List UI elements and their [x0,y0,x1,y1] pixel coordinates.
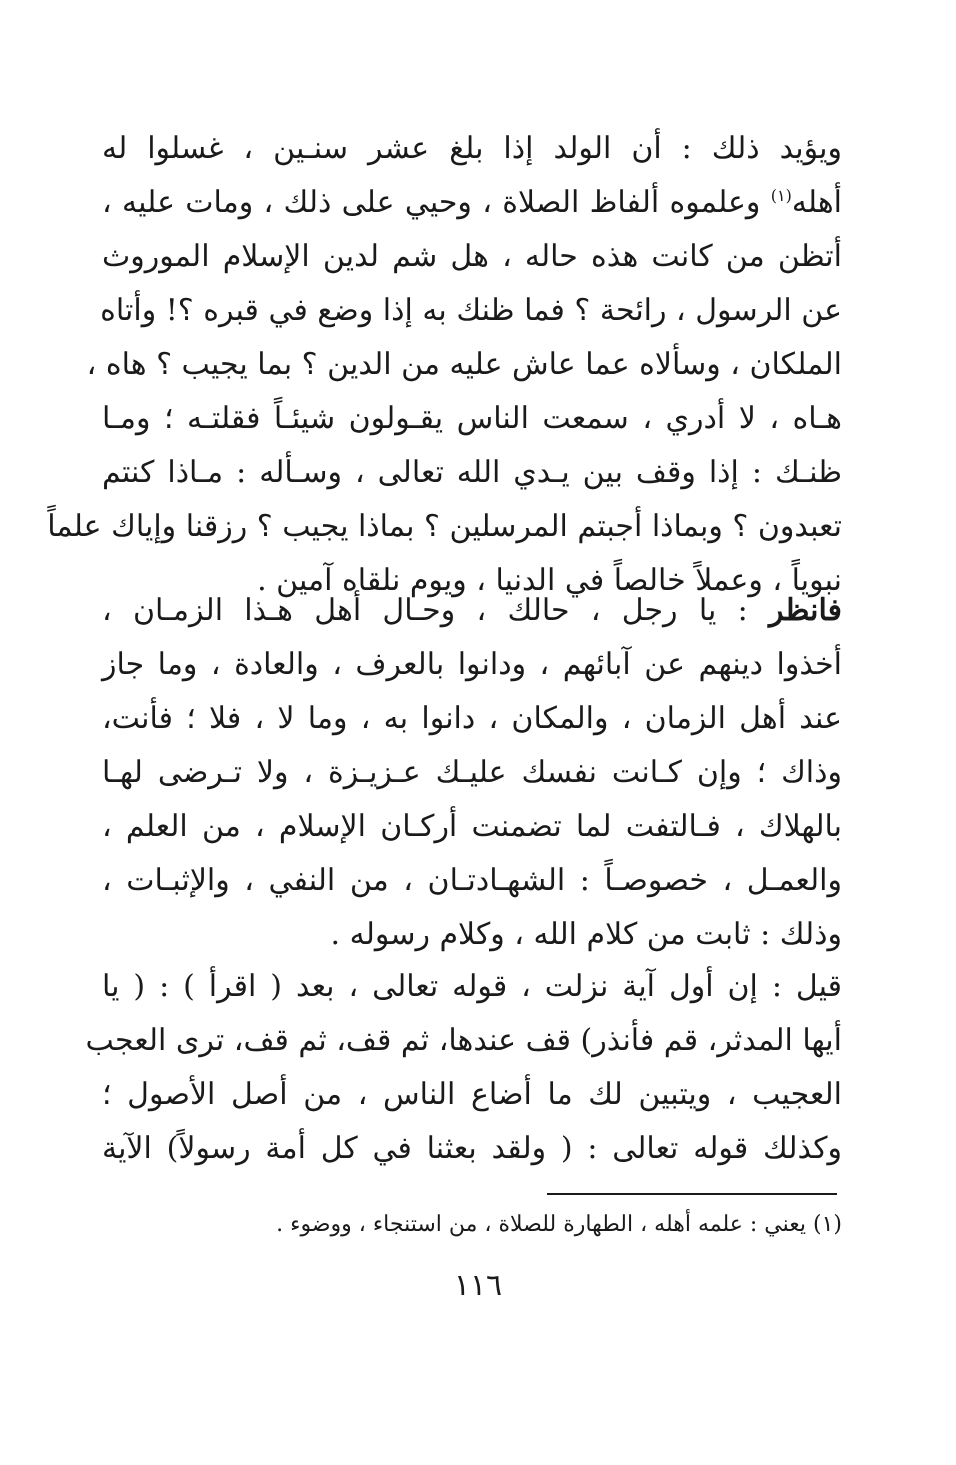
text-line: قيل : إن أول آية نزلت ، قوله تعالى ، بعد ( اقرأ ) : ( يا [102,969,842,1004]
text-line [102,584,842,638]
text-line: ويؤيد ذلك : أن الولد إذا بلغ عشر سنـين ، غسلوا له [102,131,842,166]
text-line: عن الرسول ، رائحة ؟ فما ظنك به إذا وضع في قبره ؟! وأتاه [100,293,842,328]
lead-word: فانظر [769,593,842,628]
paragraph-1 [47,122,842,608]
text-line: هـاه ، لا أدري ، سمعت الناس يقـولون شيئـاً فقلتـه ؛ ومـا [102,401,842,436]
text-line: العجيب ، ويتبين لك ما أضاع الناس ، من أصل الأصول ؛ [102,1077,842,1112]
footnote-divider [547,1193,837,1195]
text-line: بالهلاك ، فـالتفت لما تضمنت أركـان الإسلام ، من العلم ، [102,809,842,844]
text-fragment: وعلموه ألفاظ الصلاة ، وحيي على ذلك ، ومات عليه ، [102,185,771,220]
page-number: ١١٦ [453,1268,503,1303]
text-line [102,176,842,230]
text-line: عند أهل الزمان ، والمكان ، دانوا به ، وما لا ، فلا ؛ فأنت، [102,701,842,736]
paragraph-2 [102,584,842,962]
text-line: الملكان ، وسألاه عما عاش عليه من الدين ؟ بما يجيب ؟ هاه ، [86,347,842,382]
text-line: وذاك ؛ وإن كـانت نفسك عليـك عـزيـزة ، ولا تـرضى لهـا [102,755,842,790]
text-line: والعمـل ، خصوصـاً : الشهـادتـان ، من النفي ، والإثبـات ، [102,863,842,898]
text-fragment: : يا رجل ، حالك ، وحـال أهل هـذا الزمـان ، [102,593,769,628]
text-line: تعبدون ؟ وبماذا أجبتم المرسلين ؟ بماذا يجيب ؟ رزقنا وإياك علماً [47,509,842,544]
text-line: نبوياً ، وعملاً خالصاً في الدنيا ، ويوم نلقاه آمين . [257,563,842,598]
text-line: أتظن من كانت هذه حاله ، هل شم لدين الإسلام الموروث [102,239,842,274]
text-line: ظنـك : إذا وقف بين يـدي الله تعالى ، وسـأله : مـاذا كنتم [102,455,842,490]
text-line: أخذوا دينهم عن آبائهم ، ودانوا بالعرف ، والعادة ، وما جاز [102,647,842,682]
footnote: (١) يعني : علمه أهله ، الطهارة للصلاة ، من استنجاء ، ووضوء . [276,1212,842,1237]
footnote-reference[interactable]: (١) [770,186,792,205]
paragraph-3 [85,960,842,1176]
text-line: وكذلك قوله تعالى : ( ولقد بعثنا في كل أمة رسولاً) الآية [102,1131,842,1166]
text-line: وذلك : ثابت من كلام الله ، وكلام رسوله . [330,917,842,952]
text-line: أيها المدثر، قم فأنذر) قف عندها، ثم قف، ثم قف، ترى العجب [85,1023,842,1058]
text-fragment: أهله [791,185,842,220]
